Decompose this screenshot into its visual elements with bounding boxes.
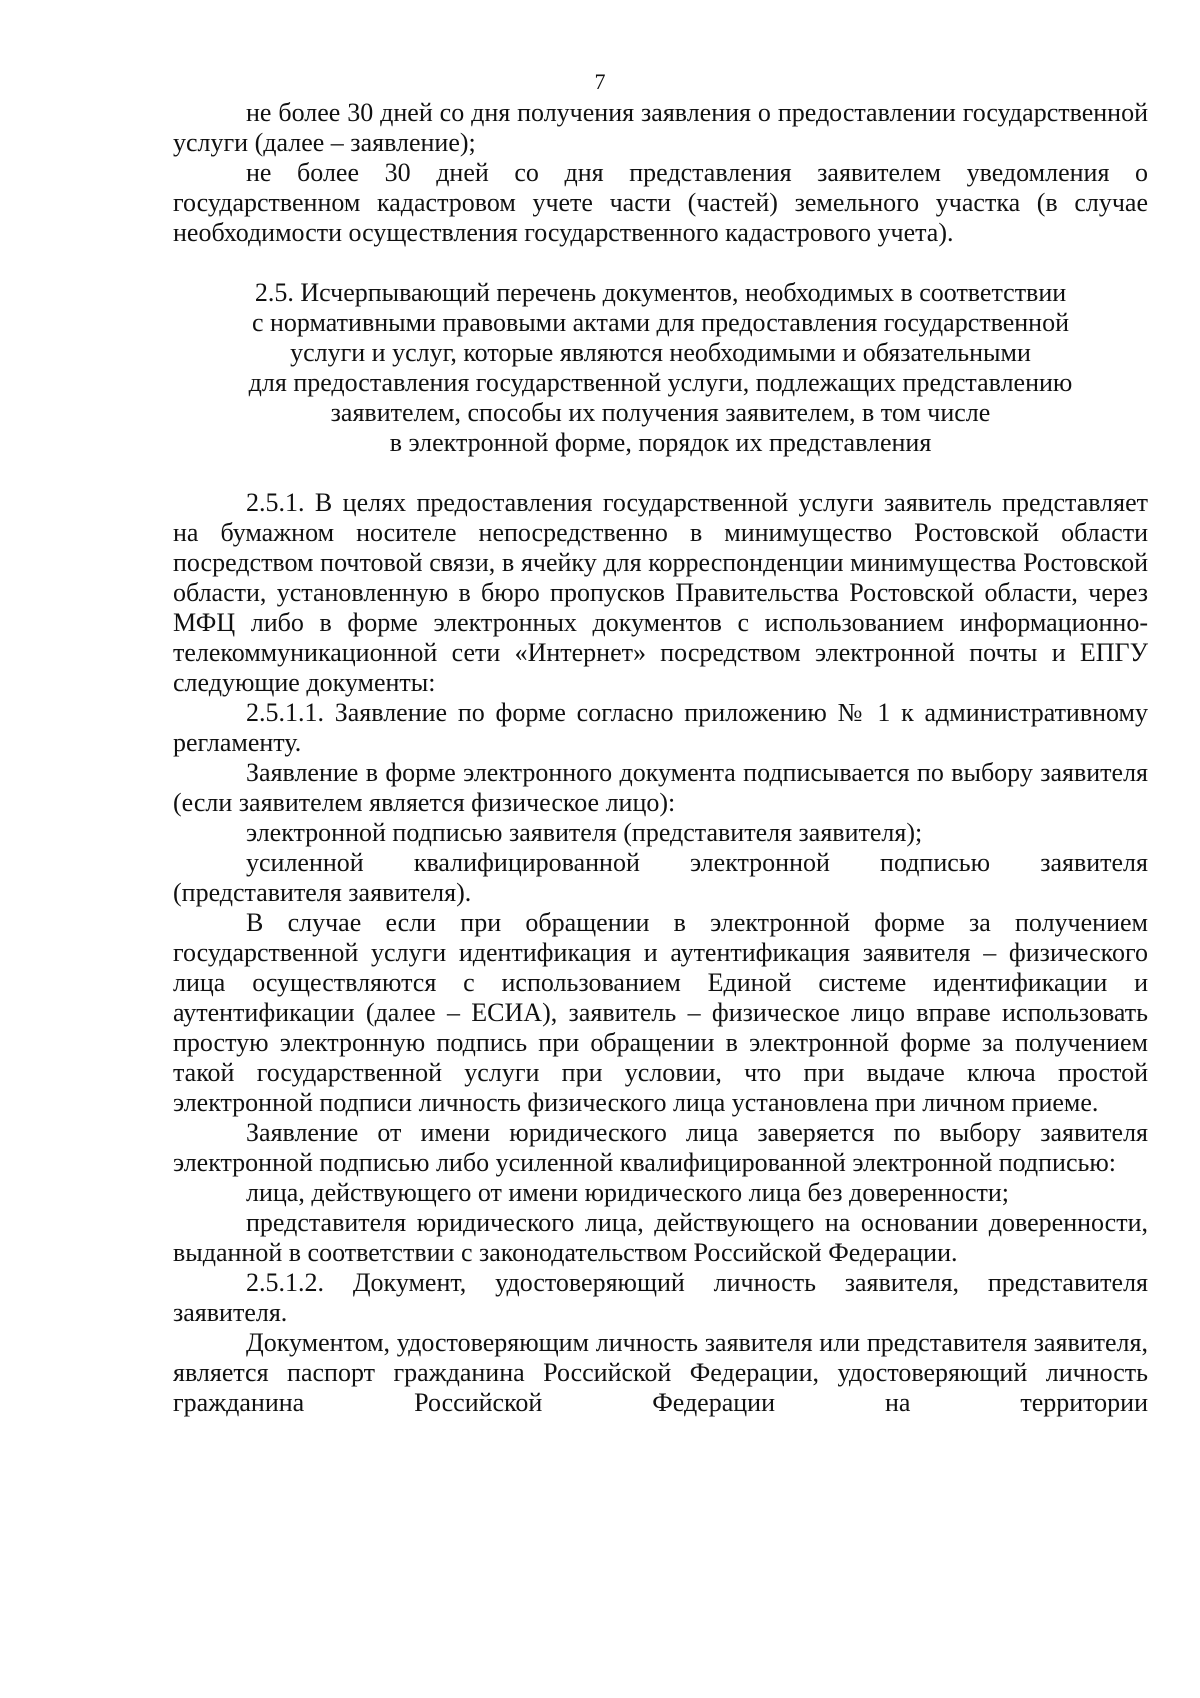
paragraph-electronic-signature: Заявление в форме электронного документа подписывается по выбору заявителя (если заявителем является физическое лицо): (173, 758, 1148, 817)
section-heading (173, 278, 1148, 458)
paragraph-signature-option-2: усиленной квалифицированной электронной подписью заявителя (представителя заявителя). (173, 848, 1148, 907)
page-number: 7 (594, 69, 606, 94)
paragraph-2-5-1-1: 2.5.1.1. Заявление по форме согласно приложению № 1 к административному регламенту. (173, 698, 1148, 757)
heading-line: услуги и услуг, которые являются необходимыми и обязательными (290, 338, 1031, 367)
paragraph-legal-entity-option-1: лица, действующего от имени юридического лица без доверенности; (246, 1178, 1009, 1207)
heading-line: заявителем, способы их получения заявителем, в том числе (330, 398, 991, 427)
heading-line: в электронной форме, порядок их представления (389, 428, 932, 457)
paragraph-term-1: не более 30 дней со дня получения заявления о предоставлении государственной услуги (далее – заявление); (173, 98, 1148, 157)
heading-line: 2.5. Исчерпывающий перечень документов, необходимых в соответствии (254, 278, 1067, 307)
paragraph-2-5-1: 2.5.1. В целях предоставления государственной услуги заявитель представляет на бумажном носителе непосредственно в минимущество Ростовской области посредством почтовой связи, в ячейку для корреспонденции минимущества Ростовской области, установленную в бюро пропусков Правительства Ростовской области, через МФЦ либо в форме электронных документов с использованием информационно-телекоммуникационной сети «Интернет» посредством электронной почты и ЕПГУ следующие документы: (173, 488, 1148, 697)
document-body (173, 98, 1148, 1418)
paragraph-signature-option-1: электронной подписью заявителя (представителя заявителя); (246, 818, 923, 847)
paragraph-identity-document: Документом, удостоверяющим личность заявителя или представителя заявителя, является паспорт гражданина Российской Федерации, удостоверяющий личность гражданина Российской Федерации на территории (173, 1328, 1148, 1417)
paragraph-legal-entity-option-2: представителя юридического лица, действующего на основании доверенности, выданной в соответствии с законодательством Российской Федерации. (173, 1208, 1148, 1267)
paragraph-legal-entity: Заявление от имени юридического лица заверяется по выбору заявителя электронной подписью либо усиленной квалифицированной электронной подписью: (173, 1118, 1148, 1177)
paragraph-term-2: не более 30 дней со дня представления заявителем уведомления о государственном кадастровом учете части (частей) земельного участка (в случае необходимости осуществления государственного кадастрового учета). (173, 158, 1148, 247)
paragraph-2-5-1-2: 2.5.1.2. Документ, удостоверяющий личность заявителя, представителя заявителя. (173, 1268, 1148, 1327)
heading-line: для предоставления государственной услуги, подлежащих представлению (248, 368, 1073, 397)
heading-line: с нормативными правовыми актами для предоставления государственной (251, 308, 1070, 337)
paragraph-esia: В случае если при обращении в электронной форме за получением государственной услуги идентификация и аутентификация заявителя – физического лица осуществляются с использованием Единой системе идентификации и аутентификации (далее – ЕСИА), заявитель – физическое лицо вправе использовать простую электронную подпись при обращении в электронной форме за получением такой государственной услуги при условии, что при выдаче ключа простой электронной подписи личность физического лица установлена при личном приеме. (173, 908, 1148, 1117)
